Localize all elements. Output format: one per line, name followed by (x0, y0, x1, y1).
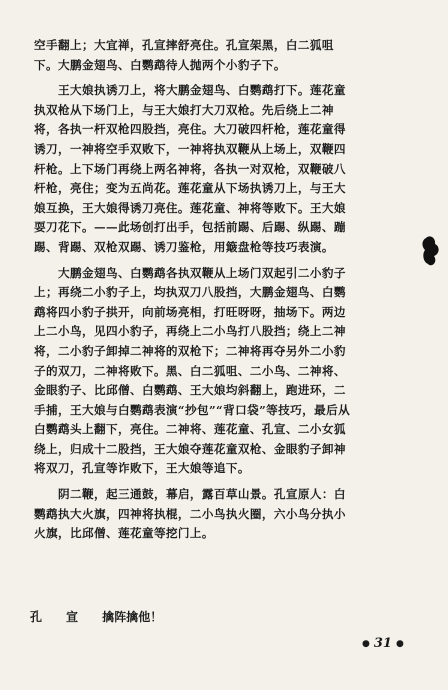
text-line: 踢、背踢、双枪双踢、诱刀鉴枪，用簸盘枪等技巧表演。 (34, 239, 334, 254)
text-line: 绕上，归成十二股挡，王大娘夺莲花童双枪、金眼豹子卸神 (34, 441, 346, 456)
text-line: 杆枪。上下场门再绕上两名神将，各执一对双枪，双鞭破八 (34, 161, 346, 176)
text-line: 将，各执一杆双枪四股挡，亮住。大刀破四杆枪，莲花童得 (34, 122, 346, 137)
paragraph (34, 81, 398, 257)
text-line: 子的双刀，二神将败下。黑、白二狐咀、二小鸟、二神将、 (34, 363, 346, 378)
text-line: 诱刀，一神将空手双败下，一神将执双鞭从上场上，双鞭四 (34, 141, 346, 156)
text-line: 大鹏金翅鸟、白鹦鹉各执双鞭从上场门双起引二小豹子 (58, 265, 346, 280)
text-line: 杆枪，亮住；变为五尚花。莲花童从下场执诱刀上，与王大 (34, 181, 346, 196)
text-line: 耍刀花下。——此场创打出手，包括前踢、后踢、纵踢、蹦 (34, 220, 346, 235)
ink-blot-mark (420, 232, 442, 272)
page-number: ● 31 ● (362, 636, 404, 651)
text-line: 鹦鹉执大火旗，四神将执棍，二小鸟执火圈，六小鸟分执小 (34, 506, 346, 521)
page-number-value: 31 (373, 636, 392, 651)
dialogue-line (30, 608, 162, 625)
text-line: 白鹦鹉头上翻下，亮住。二神将、莲花童、孔宣、二小女狐 (34, 422, 346, 437)
text-line: 娘互换，王大娘得诱刀亮住。莲花童、神将等败下。王大娘 (34, 200, 346, 215)
text-line: 金眼豹子、比邱僧、白鹦鹉、王大娘均斜翻上，跑进环，二 (34, 383, 346, 398)
speaker-name: 孔 宣 (30, 610, 85, 624)
text-line: 上二小鸟，见四小豹子，再绕上二小鸟打八股挡；绕上二神 (34, 324, 346, 339)
text-line: 阴二鞭，起三通鼓，幕启，露百草山景。孔宣原人：白 (58, 487, 346, 502)
text-line: 执双枪从下场门上，与王大娘打大刀双枪。先后绕上二神 (34, 102, 334, 117)
dialogue-text: 擒阵擒他！ (102, 610, 163, 624)
text-line: 空手翻上；大宜禅，孔宣摔舒亮住。孔宣架黑，白二狐咀 (34, 38, 334, 52)
text-line: 鹉将四小豹子拱开，向前场亮相，打旺呀呀，抽场下。两边 (34, 304, 346, 319)
paragraph (34, 36, 398, 75)
paragraph (34, 485, 398, 544)
paragraph (34, 264, 398, 480)
text-line: 王大娘执诱刀上，将大鹏金翅鸟、白鹦鹉打下。莲花童 (58, 83, 346, 98)
text-line: 将双刀，孔宣等诈败下，王大娘等追下。 (34, 461, 250, 476)
text-line: 下。大鹏金翅鸟、白鹦鹉待人抛两个小豹子下。 (34, 57, 286, 72)
body-text (34, 36, 398, 544)
text-line: 手捕，王大娘与白鹦鹉表演“抄包”“背口袋”等技巧，最后从 (34, 402, 351, 417)
text-line: 将，二小豹子卸掉二神将的双枪下；二神将再夺另外二小豹 (34, 343, 346, 358)
text-line: 火旗，比邱僧、莲花童等挖门上。 (34, 526, 214, 541)
text-line: 上；再绕二小豹子上，均执双刀八股挡，大鹏金翅鸟、白鹦 (34, 285, 346, 300)
